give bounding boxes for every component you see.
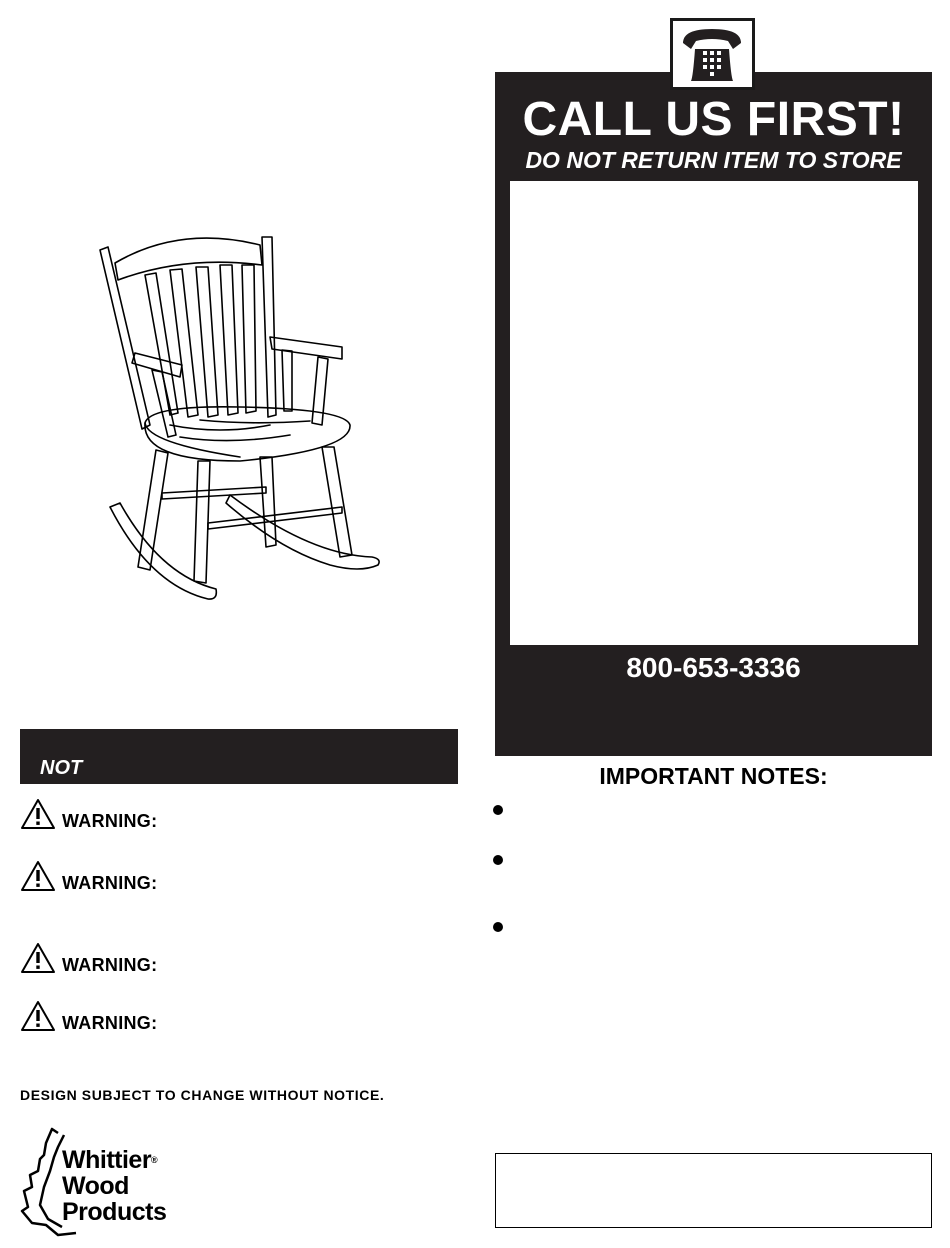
warning-label: WARNING:: [62, 811, 158, 831]
warning-label: WARNING:: [62, 955, 158, 975]
support-phone-number: 800-653-3336: [626, 652, 801, 683]
rocking-chair-illustration: [90, 225, 390, 605]
warning-triangle-icon: [20, 942, 56, 974]
warning-triangle-icon: [20, 860, 56, 892]
warning-item: [20, 796, 157, 830]
brand-line-2: Wood: [62, 1172, 129, 1200]
warning-triangle-icon: [20, 1000, 56, 1032]
bullet-icon: [493, 922, 503, 932]
warning-item: [20, 940, 157, 974]
bullet-icon: [493, 855, 503, 865]
telephone-icon-tab: [670, 18, 755, 90]
brand-line-1: Whittier: [62, 1146, 152, 1174]
brand-wordmark: [62, 1147, 166, 1225]
warning-triangle-icon: [20, 798, 56, 830]
warning-label: WARNING:: [62, 873, 158, 893]
info-box: [495, 1153, 932, 1228]
callout-content-box: [510, 181, 918, 645]
notice-banner-label: NOT: [40, 757, 83, 779]
warning-label: WARNING:: [62, 1013, 158, 1033]
callout-title: CALL US FIRST!: [522, 93, 905, 146]
registered-mark: ®: [151, 1155, 158, 1165]
telephone-icon: [673, 21, 752, 87]
notice-banner: [20, 729, 458, 784]
important-notes-heading: IMPORTANT NOTES:: [599, 763, 828, 789]
warning-item: [20, 858, 157, 892]
brand-line-3: Products: [62, 1198, 167, 1226]
callout-subtitle: DO NOT RETURN ITEM TO STORE: [525, 147, 902, 173]
warning-item: [20, 998, 157, 1032]
design-change-notice: DESIGN SUBJECT TO CHANGE WITHOUT NOTICE.: [20, 1087, 385, 1103]
bullet-icon: [493, 805, 503, 815]
